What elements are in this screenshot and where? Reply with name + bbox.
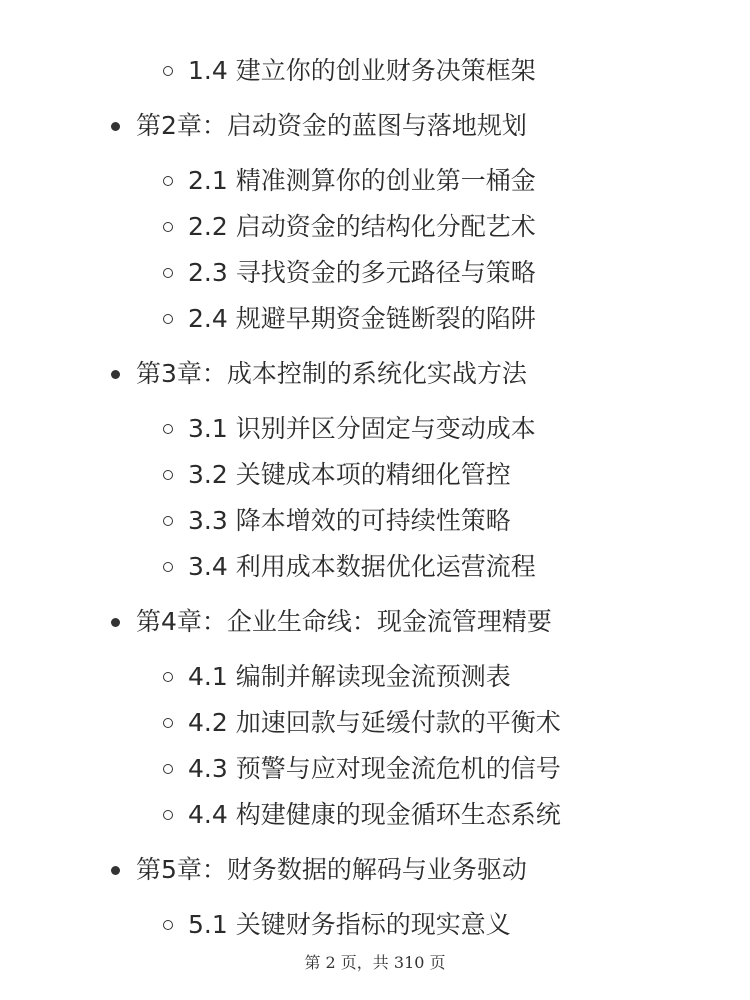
toc-section-label: 1.4 建立你的创业财务决策框架 (188, 56, 536, 85)
toc-section-label: 3.3 降本增效的可持续性策略 (188, 506, 511, 535)
circle-bullet-icon (163, 176, 173, 186)
circle-bullet-icon (163, 470, 173, 480)
circle-bullet-icon (163, 222, 173, 232)
circle-bullet-icon (163, 268, 173, 278)
toc-chapter-item (0, 103, 750, 149)
page-number-footer: 第 2 页，共 310 页 (304, 953, 446, 972)
toc-section-item (0, 654, 750, 700)
circle-bullet-icon (163, 718, 173, 728)
circle-bullet-icon (163, 810, 173, 820)
toc-section-label: 4.4 构建健康的现金循环生态系统 (188, 800, 561, 829)
toc-section-item (0, 700, 750, 746)
circle-bullet-icon (163, 672, 173, 682)
toc-section-item (0, 158, 750, 204)
circle-bullet-icon (163, 314, 173, 324)
toc-section-item (0, 498, 750, 544)
toc-chapter-label: 第4章：企业生命线：现金流管理精要 (136, 607, 552, 636)
toc-section-label: 3.4 利用成本数据优化运营流程 (188, 552, 536, 581)
toc-section-label: 3.1 识别并区分固定与变动成本 (188, 414, 536, 443)
toc-section-item (0, 204, 750, 250)
circle-bullet-icon (163, 920, 173, 930)
toc-section-item (0, 544, 750, 590)
toc-chapter-label: 第5章：财务数据的解码与业务驱动 (136, 855, 527, 884)
toc-section-item (0, 296, 750, 342)
toc-section-label: 2.3 寻找资金的多元路径与策略 (188, 258, 536, 287)
toc-section-label: 2.4 规避早期资金链断裂的陷阱 (188, 304, 536, 333)
toc-section-label: 2.2 启动资金的结构化分配艺术 (188, 212, 536, 241)
toc-section-label: 4.3 预警与应对现金流危机的信号 (188, 754, 561, 783)
disc-bullet-icon (111, 370, 120, 379)
toc-section-item (0, 48, 750, 94)
toc-section-item (0, 406, 750, 452)
circle-bullet-icon (163, 424, 173, 434)
toc-chapter-item (0, 847, 750, 893)
toc-section-item (0, 792, 750, 838)
circle-bullet-icon (163, 66, 173, 76)
toc-section-label: 4.2 加速回款与延缓付款的平衡术 (188, 708, 561, 737)
toc-section-label: 5.1 关键财务指标的现实意义 (188, 910, 511, 939)
circle-bullet-icon (163, 516, 173, 526)
table-of-contents (0, 48, 750, 948)
toc-section-label: 3.2 关键成本项的精细化管控 (188, 460, 511, 489)
disc-bullet-icon (111, 122, 120, 131)
disc-bullet-icon (111, 866, 120, 875)
toc-chapter-item (0, 351, 750, 397)
disc-bullet-icon (111, 618, 120, 627)
circle-bullet-icon (163, 764, 173, 774)
toc-section-label: 2.1 精准测算你的创业第一桶金 (188, 166, 536, 195)
toc-section-label: 4.1 编制并解读现金流预测表 (188, 662, 511, 691)
toc-chapter-label: 第2章：启动资金的蓝图与落地规划 (136, 111, 527, 140)
circle-bullet-icon (163, 562, 173, 572)
toc-section-item (0, 250, 750, 296)
toc-chapter-item (0, 599, 750, 645)
toc-section-item (0, 746, 750, 792)
toc-chapter-label: 第3章：成本控制的系统化实战方法 (136, 359, 527, 388)
toc-section-item (0, 452, 750, 498)
toc-section-item (0, 902, 750, 948)
